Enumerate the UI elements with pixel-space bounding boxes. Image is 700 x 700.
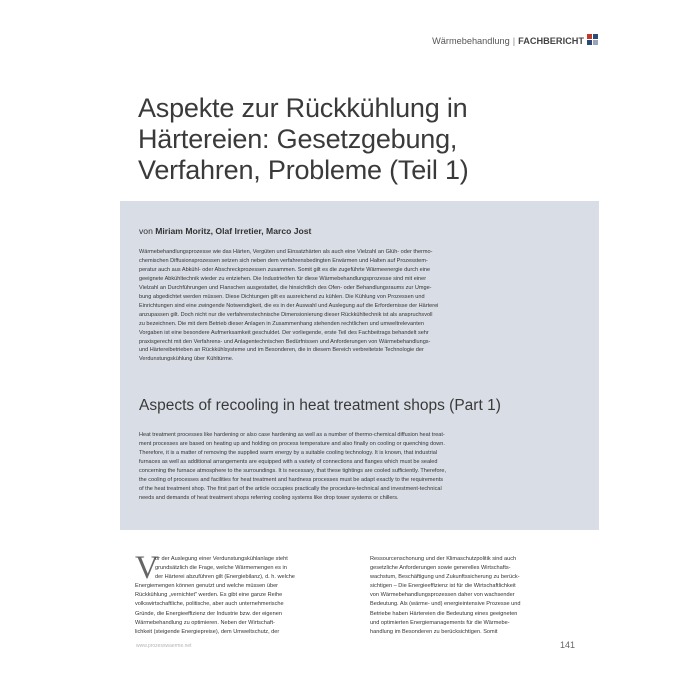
header-separator: |	[512, 36, 516, 46]
page-number: 141	[560, 640, 576, 650]
abstract-line: Therefore, it is a matter of removing the supplied warm energy by a suitable cooling technology. It is known, that industrial	[139, 449, 438, 456]
abstract-line: peratur auch aus Abkühl- oder Abschreckprozessen zusammen. Somit gilt es die zugeführte Wärmeenergie durch eine	[139, 266, 431, 273]
abstract-line: ment processes are based on heating up and holding on process temperature and also finally on cooling or quenching down.	[139, 440, 445, 447]
title-line: Verfahren, Probleme (Teil 1)	[138, 155, 469, 185]
body-column-2	[370, 555, 580, 637]
byline-authors: Miriam Moritz, Olaf Irretier, Marco Jost	[155, 226, 312, 236]
body-column-1	[135, 555, 365, 637]
abstract-line: bung abgedichtet werden müssen. Diese Dichtungen gilt es ausreichend zu kühlen. Die Kühlung von Prozessen und	[139, 293, 425, 300]
abstract-line: Vorgaben ist eine besondere Aufmerksamkeit geschuldet. Der vorliegende, erste Teil des Fachbeitrags behandelt sehr	[139, 329, 429, 336]
abstract-line: zu bezeichnen. Die mit dem Betrieb dieser Anlagen in Zusammenhang stehenden rechtlichen und umweltrelevanten	[139, 320, 424, 327]
body-line: sichtigen – Die Energieeffizienz ist für die Wirtschaftlichkeit	[370, 583, 516, 590]
body-line: der Härterei abzuführen gilt (Energiebilanz), d. h. welche	[155, 574, 295, 581]
body-line: lichkeit (steigende Energiepreise), dem Umweltschutz, der	[135, 628, 280, 635]
body-line: Energiemengen können genutzt und welche müssen über	[135, 583, 279, 590]
body-line: volkswirtschaftliche, politische, aber auch unternehmerische	[135, 601, 284, 608]
body-line: gesetzliche Anforderungen sowie generelles Wirtschafts-	[370, 565, 511, 572]
article-title	[138, 93, 578, 186]
header-marker-square	[593, 40, 598, 45]
abstract-box	[120, 201, 599, 530]
body-line: Bedeutung. Als (wärme- und) energieintensive Prozesse und	[370, 601, 521, 608]
abstract-line: furnaces as well as additional arrangements are equipped with a variety of connections and flanges which must be sealed	[139, 458, 438, 465]
abstract-line: of the heat treatment shop. The first part of the article occupies practically the procedure-technical and investment-technical	[139, 485, 442, 492]
abstract-line: und Härtereibetrieben an Rückkühlsysteme und im Besonderen, die in diesem Bereich verbreitetste Technologie der	[139, 347, 424, 354]
body-line: Wärmebehandlung zu optimieren. Neben der Wirtschaft-	[135, 619, 275, 626]
body-line: or der Auslegung einer Verdunstungskühlanlage steht	[155, 556, 288, 562]
abstract-english	[139, 431, 579, 503]
header-category: FACHBERICHT	[518, 36, 584, 46]
body-line: grundsätzlich die Frage, welche Wärmemengen es in	[155, 565, 287, 572]
header-marker-square	[587, 34, 592, 39]
abstract-line: Wärmebehandlungsprozesse wie das Härten, Vergüten und Einsatzhärten als auch eine Vielzahl an Glüh- oder thermo-	[139, 249, 433, 255]
english-subtitle: Aspects of recooling in heat treatment shops (Part 1)	[139, 397, 501, 414]
header-marker-square	[587, 40, 592, 45]
abstract-line: concerning the furnace atmosphere to the surroundings. It is necessary, that these tightings are cooled sufficiently. Therefore,	[139, 467, 446, 474]
body-line: Ressourcenschonung und der Klimaschutzpolitik sind auch	[370, 556, 517, 562]
header-section: Wärmebehandlung	[432, 36, 510, 46]
byline-prefix: von	[139, 226, 156, 236]
abstract-line: Vielzahl an Durchführungen und Flanschen ausgestattet, die hinsichtlich des Ofen- oder Behandlungsraums zur Umge-	[139, 284, 432, 291]
footer-url: www.prozesswaerme.net	[136, 643, 192, 649]
body-line: und optimierten Energiemanagements für die Wärmebe-	[370, 619, 510, 626]
body-line: wachstum, Beschäftigung und Zukunftssicherung zu berück-	[370, 574, 520, 581]
abstract-line: chemischen Diffusionsprozessen setzen sich neben dem verfahrensbedingten Erwärmen und Halten auf Prozesstem-	[139, 257, 428, 264]
running-header	[432, 36, 584, 46]
byline	[139, 226, 311, 236]
abstract-line: Verdunstungskühlung über Kühltürme.	[139, 356, 234, 363]
title-line: Aspekte zur Rückkühlung in	[138, 93, 468, 123]
body-line: handlung im Besonderen zu berücksichtigen. Somit	[370, 628, 498, 635]
title-line: Härtereien: Gesetzgebung,	[138, 124, 458, 154]
abstract-line: praxisgerecht mit den Verfahrens- und Anlagentechnischen Bedürfnissen und Anforderungen von Wärmebehandlungs-	[139, 338, 431, 345]
body-line: Gründe, die Energieeffizienz der Industrie bzw. der eigenen	[135, 610, 282, 617]
drop-cap: V	[135, 550, 159, 586]
header-marker-square	[593, 34, 598, 39]
abstract-line: Einrichtungen sind eine zwingende Notwendigkeit, die es in der Auswahl und Auslegung auf die Erfordernisse der Härterei	[139, 302, 439, 309]
body-line: Betriebe haben Härtereien die Bedeutung eines geeigneten	[370, 610, 518, 617]
abstract-line: Heat treatment processes like hardening or also case hardening as well as a number of thermo-chemical diffusion heat treat-	[139, 432, 445, 438]
body-line: Rückkühlung „vernichtet" werden. Es gibt eine ganze Reihe	[135, 592, 283, 599]
abstract-line: the cooling of processes and facilities for heat treatment and hardness processes must be adapt exactly to the requirements	[139, 476, 444, 483]
abstract-line: needs and demands of heat treatment shops referring cooling systems like drop tower systems or chillers.	[139, 494, 399, 501]
body-line: von Wärmebehandlungsprozessen daher von wachsender	[370, 592, 515, 599]
abstract-line: anzupassen gilt. Doch nicht nur die verfahrenstechnische Dimensionierung dieser Rückkühltechnik ist als anspruchsvoll	[139, 311, 433, 318]
abstract-german	[139, 248, 579, 364]
abstract-line: geeignete Abkühltechnik wieder zu entziehen. Die Industrieöfen für diese Wärmebehandlungsprozesse sind mit einer	[139, 275, 427, 282]
